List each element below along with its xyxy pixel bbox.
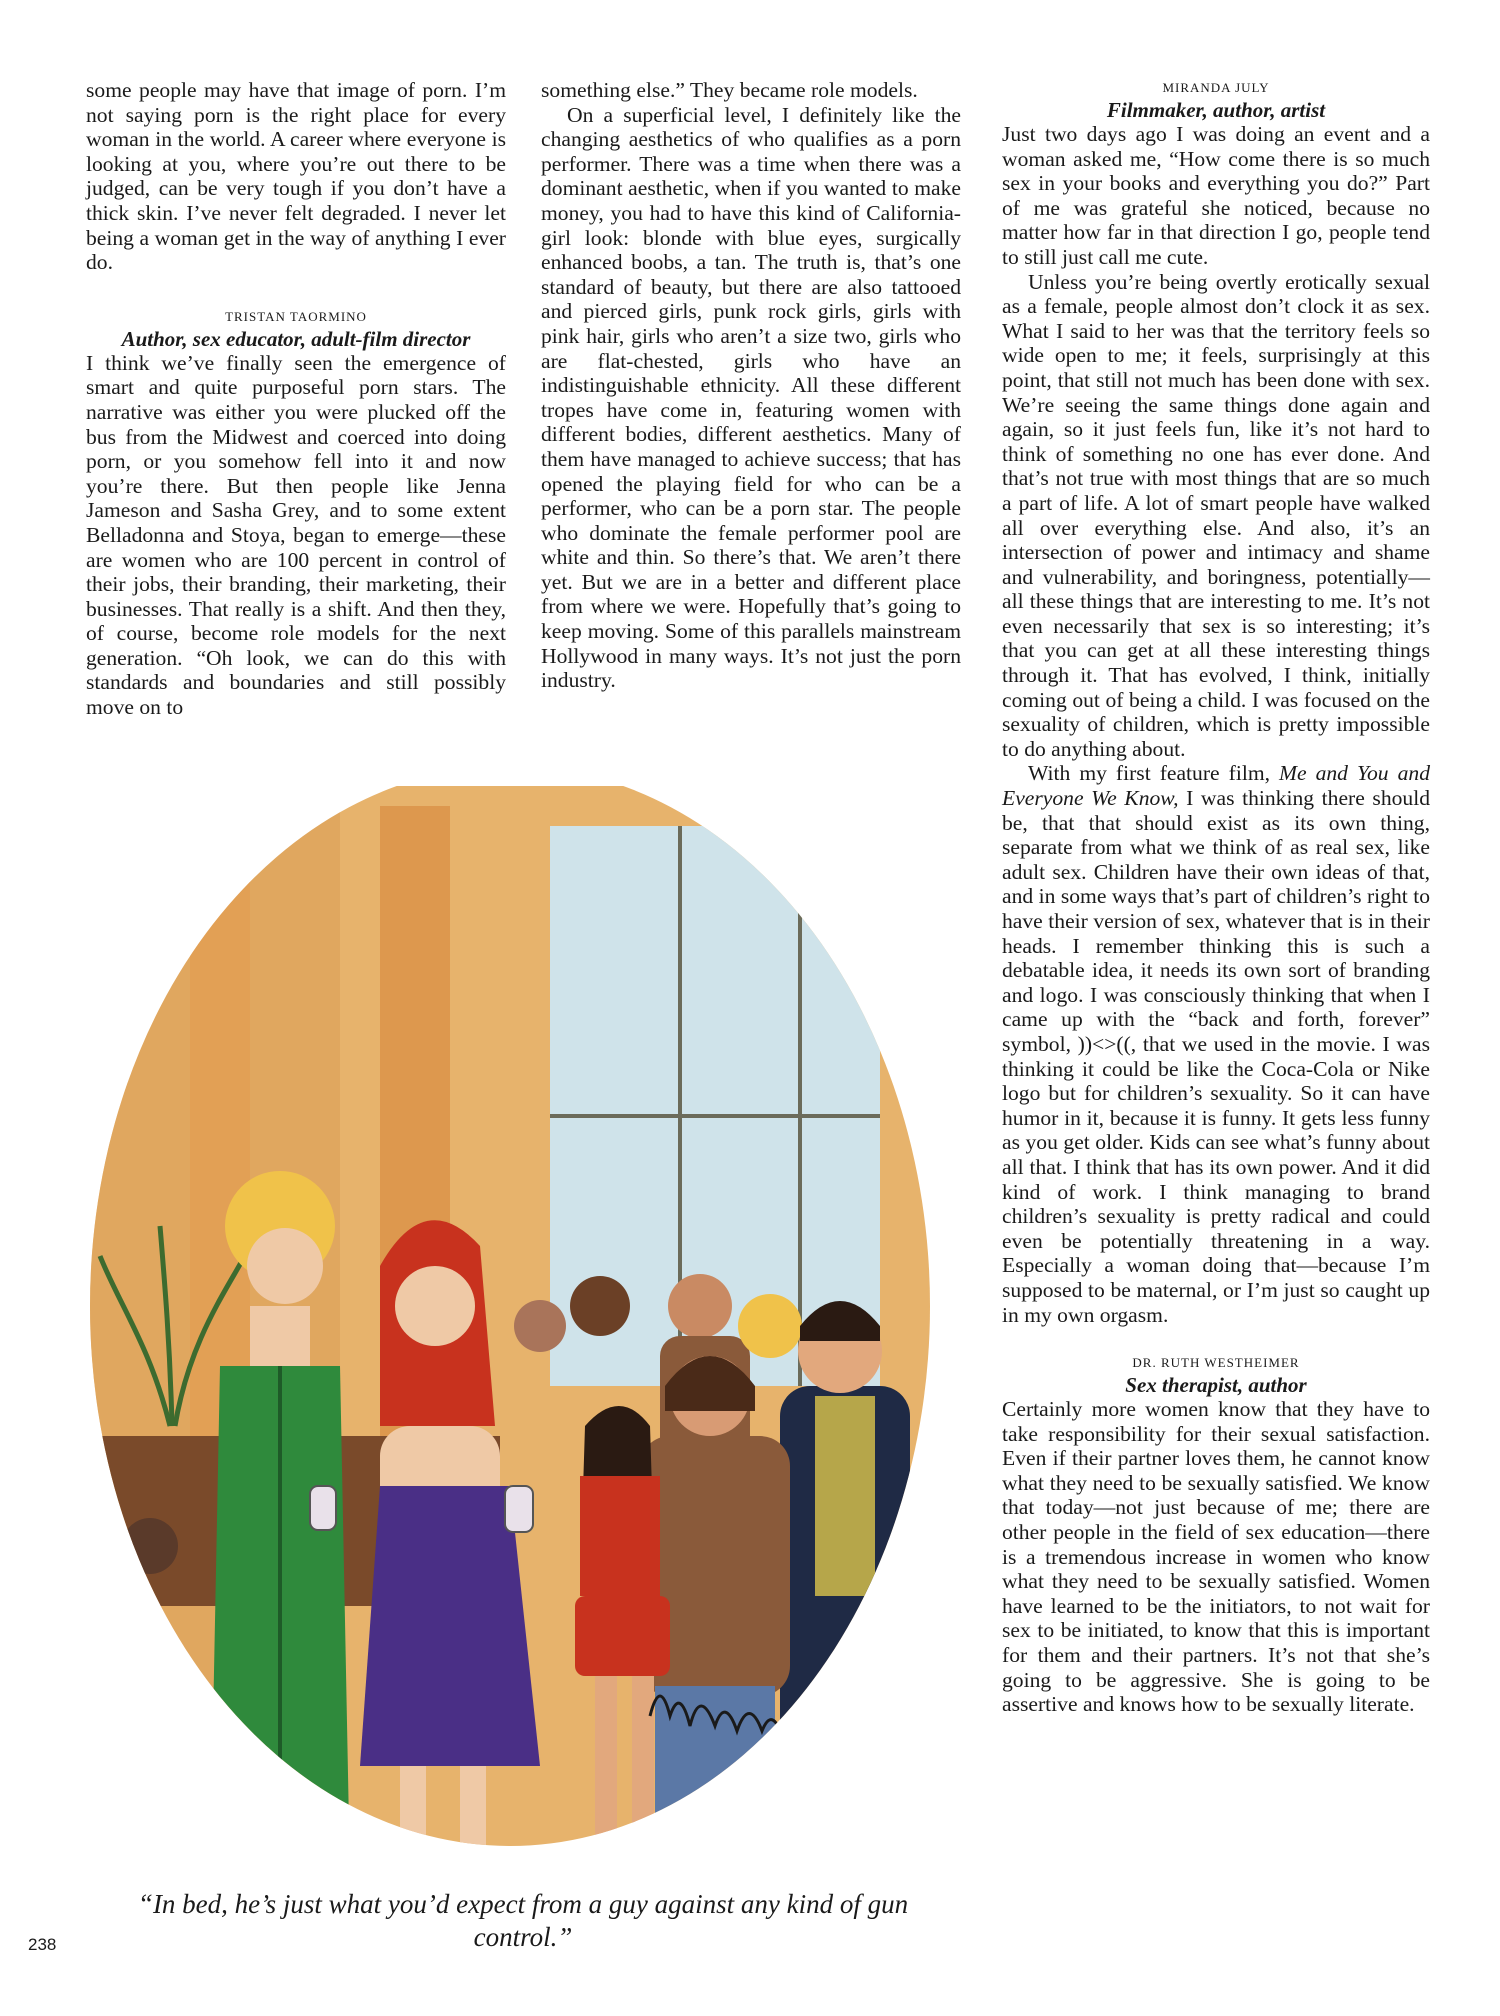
cartoon-caption: “In bed, he’s just what you’d expect from a guy against any kind of gun control.”	[137, 1889, 909, 1952]
byline-ruth-westheimer: DR. RUTH WESTHEIMER	[1132, 1355, 1300, 1371]
paragraph: something else.” They became role models.	[541, 78, 918, 102]
paragraph: some people may have that image of porn. I’m not saying porn is the right place for every woman in the world. A career where everyone is looking at you, where you’re out there to be judged, can be very tough if you don’t have a thick skin. I’ve never felt degraded. I never let being a woman get in the way of anything I ever do.	[86, 78, 506, 275]
byline-miranda-july: MIRANDA JULY	[1162, 80, 1270, 95]
article-column-1	[86, 78, 506, 720]
paragraph: Just two days ago I was doing an event and a woman asked me, “How come there is so much sex in your books and everything you do?” Part of me was grateful she noticed, because no matter how far in that direction I go, people tend to still just call me cute.	[1002, 122, 1430, 269]
cartoon-illustration	[80, 786, 940, 1876]
page-number: 238	[28, 1935, 57, 1954]
byline-role: Sex therapist, author	[1125, 1373, 1307, 1398]
paragraph	[1002, 761, 1430, 1327]
paragraph-lead: With my first feature film,	[1028, 761, 1280, 786]
article-column-3	[1002, 78, 1430, 1717]
film-title: Me and You and Everyone We Know,	[1002, 761, 1430, 811]
byline-role: Author, sex educator, adult-film director	[121, 326, 471, 351]
paragraph: Certainly more women know that they have to take responsibility for their sexual satisfaction. Even if their partner loves them, he cannot know what they need to be sexually satisfied. We know that today—not just because of me; there are other people in the field of sex education—there is a tremendous increase in women who know what they need to be sexually satisfied. Women have learned to be the initiators, to not wait for sex to be initiated, to know that this is important for them and their partners. It’s not that she’s going to be aggressive. She is going to be assertive and knows how to be sexually literate.	[1002, 1397, 1430, 1717]
byline-tristan-taormino: TRISTAN TAORMINO	[225, 308, 367, 324]
byline-role: Filmmaker, author, artist	[1106, 98, 1326, 122]
paragraph: I think we’ve finally seen the emergence of smart and quite purposeful porn stars. The narrative was either you were plucked off the bus from the Midwest and coerced into doing porn, or you somehow fell into it and now you’re there. But then people like Jenna Jameson and Sasha Grey, and to some extent Belladonna and Stoya, began to emerge—these are women who are 100 percent in control of their jobs, their branding, their marketing, their businesses. That really is a shift. And then they, of course, become role models for the next generation. “Oh look, we can do this with standards and boundaries and still possibly move on to	[86, 350, 506, 720]
paragraph: On a superficial level, I definitely like the changing aesthetics of who qualifies as a porn performer. There was a time when there was a dominant aesthetic, when if you wanted to make money, you had to have this kind of California-girl look: blonde with blue eyes, surgically enhanced boobs, a tan. The truth is, that’s one standard of beauty, but there are also tattooed and pierced girls, punk rock girls, girls with pink hair, girls who aren’t a size two, girls who are flat-chested, girls who have an indistinguishable ethnicity. All these different tropes have come in, featuring women with different bodies, different aesthetics. Many of them have managed to achieve success; that has opened the playing field for who can be a performer, who can be a porn star. The people who dominate the female performer pool are white and thin. So there’s that. We aren’t there yet. But we are in a better and different place from where we were. Hopefully that’s going to keep moving. Some of this parallels mainstream Hollywood in many ways. It’s not just the porn industry.	[541, 102, 961, 693]
article-column-2	[541, 78, 961, 693]
paragraph-rest: I was thinking there should be, that that should exist as its own thing, separate from what we think of as real sex, like adult sex. Children have their own ideas of that, and in some ways that’s part of children’s right to have their version of sex, whatever that is in their heads. I remember thinking this is such a debatable idea, it needs its own sort of branding and logo. I was consciously thinking that when I came up with the “back and forth, forever” symbol, ))<>((, that we used in the movie. I was thinking it could be like the Coca-Cola or Nike logo but for children’s sexuality. So it can have humor in it, because it is funny. It gets less funny as you get older. Kids can see what’s funny about all that. I think that has its own power. And it did kind of work. I think managing to brand children’s sexuality is pretty radical and could even be potentially threatening in a way. Especially a woman doing that—because I’m supposed to be maternal, or I’m just so caught up in my own orgasm.	[1002, 786, 1431, 1327]
paragraph: Unless you’re being overtly erotically sexual as a female, people almost don’t clock it as sex. What I said to her was that the territory feels so wide open to me; it feels, surprisingly at this point, that still not much has been done with sex. We’re seeing the same things done again and again, so it just feels fun, like it’s not hard to think of something no one has ever done. And that’s not true with most things that are so much a part of life. A lot of smart people have walked all over everything else. And also, it’s an intersection of power and intimacy and shame and vulnerability, and boringness, potentially—all these things that are interesting to me. It’s not even necessarily that sex is so interesting; it’s that you can get at all these interesting things through it. That has evolved, I think, initially coming out of being a child. I was focused on the sexuality of children, which is pretty impossible to do anything about.	[1002, 269, 1430, 761]
